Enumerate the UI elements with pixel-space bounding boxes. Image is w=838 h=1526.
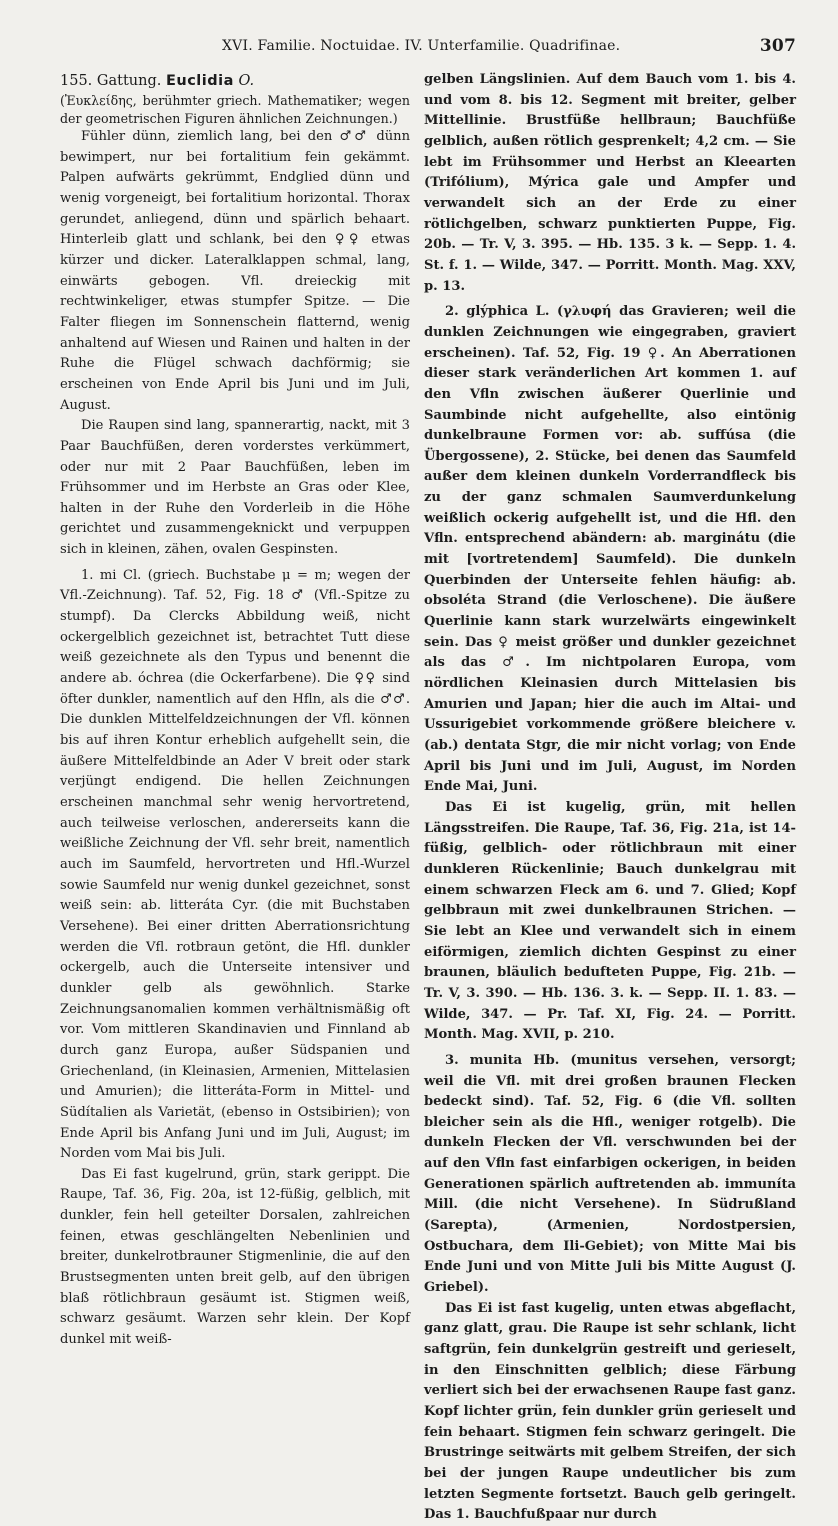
species-glyphica-early-stages: Das Ei ist kugelig, grün, mit hellen Längsstreifen. Die Raupe, Taf. 36, Fig. 21a, ist 14-füßig, gelblich- oder rötlichbraun mit einer dunkleren Rückenlinie; Bauch dunkelgrau mit einem schwarzen Fleck am 6. und 7. Glied; Kopf gelbbraun mit zwei dunkelbraunen Strichen. — Sie lebt an Klee und verwandelt sich in einem eiförmigen, ziemlich dichten Gespinst zu einer braunen, bläulich bedufteten Puppe, Fig. 21b. — Tr. V, 3. 390. — Hb. 136. 3. k. — Sepp. II. 1. 83. — Wilde, 347. — Pr. Taf. XI, Fig. 24. — Porritt. Month. Mag. XVII, p. 210. <box>424 799 796 1043</box>
running-header <box>0 38 838 60</box>
genus-description: Fühler dünn, ziemlich lang, bei den ♂♂ dünn bewimpert, nur bei fortalitium fein gekämmt. Palpen aufwärts gekrümmt, Endglied dünn und wenig vorgeneigt, bei fortalitium horizontal. Thorax gerundet, anliegend, dünn und spärlich behaart. Hinterleib glatt und schlank, bei den ♀♀ etwas kürzer und dicker. Lateralklappen schmal, lang, einwärts gebogen. Vfl. dreieckig mit rechtwinkeliger, etwas stumpfer Spitze. — Die Falter fliegen im Sonnenschein flatternd, wenig anhaltend auf Wiesen und Rainen und halten in der Ruhe die Flügel schwach dachförmig; sie erscheinen von Ende April bis Juni und im Juli, August. <box>60 129 410 413</box>
genus-number: 155. Gattung. <box>60 73 162 89</box>
species-glyphica: 2. glýphica L. (γλυφή das Gravieren; weil die dunklen Zeichnungen wie eingegraben, graviert erscheinen). Taf. 52, Fig. 19 ♀. An Aberrationen dieser stark veränderlichen Art kommen 1. auf den Vfln zwischen äußerer Querlinie und Saumbinde nicht aufgehellte, also eintönig dunkelbraune Formen vor: ab. suffúsa (die Übergossene), 2. Stücke, bei denen das Saumfeld außer dem kleinen dunkeln Vorderrandfleck bis zu der ganz schmalen Saumverdunkelung weißlich ockerig aufgehellt ist, und die Hfl. den Vfln. entsprechend abändern: ab. marginátu (die mit [vortretendem] Saumfeld). Die dunkeln Querbinden der Unterseite fehlen häufig: ab. obsoléta Strand (die Verloschene). Die äußere Querlinie kann stark wurzelwärts eingewinkelt sein. Das ♀ meist größer und dunkler gezeichnet als das ♂. Im nichtpolaren Europa, vom nördlichen Kleinasien durch Mittelasien bis Amurien und Japan; hier die auch im Altai- und Ussurigebiet vorkommende größere bleichere v. (ab.) dentata Stgr, die mir nicht vorlag; von Ende April bis Juni und im Juli, August, im Norden Ende Mai, Juni. <box>424 304 796 795</box>
page-number: 307 <box>759 36 796 56</box>
running-title: XVI. Familie. Noctuidae. IV. Unterfamilie. Quadrifinae. <box>222 38 621 54</box>
species-munita: 3. munita Hb. (munitus versehen, versorgt; weil die Vfl. mit drei großen braunen Flecken bedeckt sind). Taf. 52, Fig. 6 (die Vfl. sollten bleicher sein als die Hfl., weniger rotgelb). Die dunkeln Flecken der Vfl. verschwunden bei der auf den Vfln fast einfarbigen ockerigen, in beiden Generationen spärlich auftretenden ab. immuníta Mill. (die nicht Versehene). In Südrußland (Sarepta), (Armenien, Nordostpersien, Ostbuchara, dem Ili-Gebiet); von Mitte Mai bis Ende Juni und von Mitte Juli bis Mitte August (J. Griebel). <box>424 1052 796 1296</box>
genus-name: Euclidia <box>165 73 234 89</box>
species-mi-early-stages: Das Ei fast kugelrund, grün, stark gerippt. Die Raupe, Taf. 36, Fig. 20a, ist 12-füßig, gelblich, mit dunkler, fein hell geteilter Dorsalen, zahlreichen feinen, etwas geschlängelten Nebenlinien und breiter, dunkelrotbrauner Stigmenlinie, die auf den Brustsegmenten unten breit gelb, auf den übrigen blaß rötlichbraun gesäumt ist. Stigmen weiß, schwarz gesäumt. Warzen sehr klein. Der Kopf dunkel mit weiß- <box>60 1166 410 1348</box>
larvae-description: Die Raupen sind lang, spannerartig, nackt, mit 3 Paar Bauchfüßen, deren vorderstes verkümmert, oder nur mit 2 Paar Bauchfüßen, leben im Frühsommer und im Herbste an Gras oder Klee, halten in der Ruhe den Vorderleib in die Höhe gerichtet und zusammengeknickt und verpuppen sich in kleinen, zähen, ovalen Gespinsten. <box>60 418 410 558</box>
genus-heading <box>60 70 410 92</box>
left-column <box>60 70 410 1348</box>
right-column <box>424 70 796 1523</box>
genus-etymology: (Ἐυκλείδης, berühmter griech. Mathematiker; wegen der geometrischen Figuren ähnlichen Zeichnungen.) <box>60 93 410 126</box>
genus-author: O. <box>238 73 255 89</box>
species-munita-early-stages: Das Ei ist fast kugelig, unten etwas abgeflacht, ganz glatt, grau. Die Raupe ist sehr schlank, licht saftgrün, fein dunkelgrün gestreift und gerieselt, in den Einschnitten gelblich; diese Färbung verliert sich bei der erwachsenen Raupe fast ganz. Kopf lichter grün, fein dunkler grün gerieselt und fein behaart. Stigmen fein schwarz geringelt. Die Brustringe seitwärts mit gelbem Streifen, der sich bei der jungen Raupe undeutlicher bis zum letzten Segmente fortsetzt. Bauch gelb geringelt. Das 1. Bauchfußpaar nur durch <box>424 1300 796 1523</box>
species-mi: 1. mi Cl. (griech. Buchstabe μ = m; wegen der Vfl.-Zeichnung). Taf. 52, Fig. 18 ♂ (Vfl.-Spitze zu stumpf). Da Clercks Abbildung weiß, nicht ockergelblich gezeichnet ist, betrachtet Tutt diese weiß gezeichnete als den Typus und benennt die andere ab. óchrea (die Ockerfarbene). Die ♀♀ sind öfter dunkler, namentlich auf den Hfln, als die ♂♂. Die dunklen Mittelfeldzeichnungen der Vfl. können bis auf ihren Kontur erheblich aufgehellt sein, die äußere Mittelfeldbinde an Ader V breit oder stark verjüngt endigend. Die hellen Zeichnungen erscheinen manchmal sehr wenig hervortretend, auch teilweise verloschen, andererseits kann die weißliche Zeichnung der Vfl. sehr breit, namentlich auch im Saumfeld, hervortreten und Hfl.-Wurzel sowie Saumfeld nur wenig dunkel gezeichnet, sonst weiß sein: ab. litteráta Cyr. (die mit Buchstaben Versehene). Bei einer dritten Aberrationsrichtung werden die Vfl. rotbraun getönt, die Hfl. dunkler ockergelb, auch die Unterseite intensiver und dunkler gelb als gewöhnlich. Starke Zeichnungsanomalien kommen verhältnismäßig oft vor. Vom mittleren Skandinavien und Finnland ab durch ganz Europa, außer Südspanien und Griechenland, (in Kleinasien, Armenien, Mittelasien und Amurien); die litteráta-Form in Mittel- und Südítalien als Varietät, (ebenso in Ostsibirien); von Ende April bis Anfang Juni und im Juli, August; im Norden vom Mai bis Juli. <box>60 567 410 1162</box>
species-mi-continued: gelben Längslinien. Auf dem Bauch vom 1. bis 4. und vom 8. bis 12. Segment mit breiter, gelber Mittellinie. Brustfüße hellbraun; Bauchfüße gelblich, außen rötlich gesprenkelt; 4,2 cm. — Sie lebt im Frühsommer und Herbst an Kleearten (Trifólium), Mýrica gale und Ampfer und verwandelt sich an der Erde zu einer rötlichgelben, schwarz punktierten Puppe, Fig. 20b. — Tr. V, 3. 395. — Hb. 135. 3 k. — Sepp. 1. 4. St. f. 1. — Wilde, 347. — Porritt. Month. Mag. XXV, p. 13. <box>424 72 796 294</box>
